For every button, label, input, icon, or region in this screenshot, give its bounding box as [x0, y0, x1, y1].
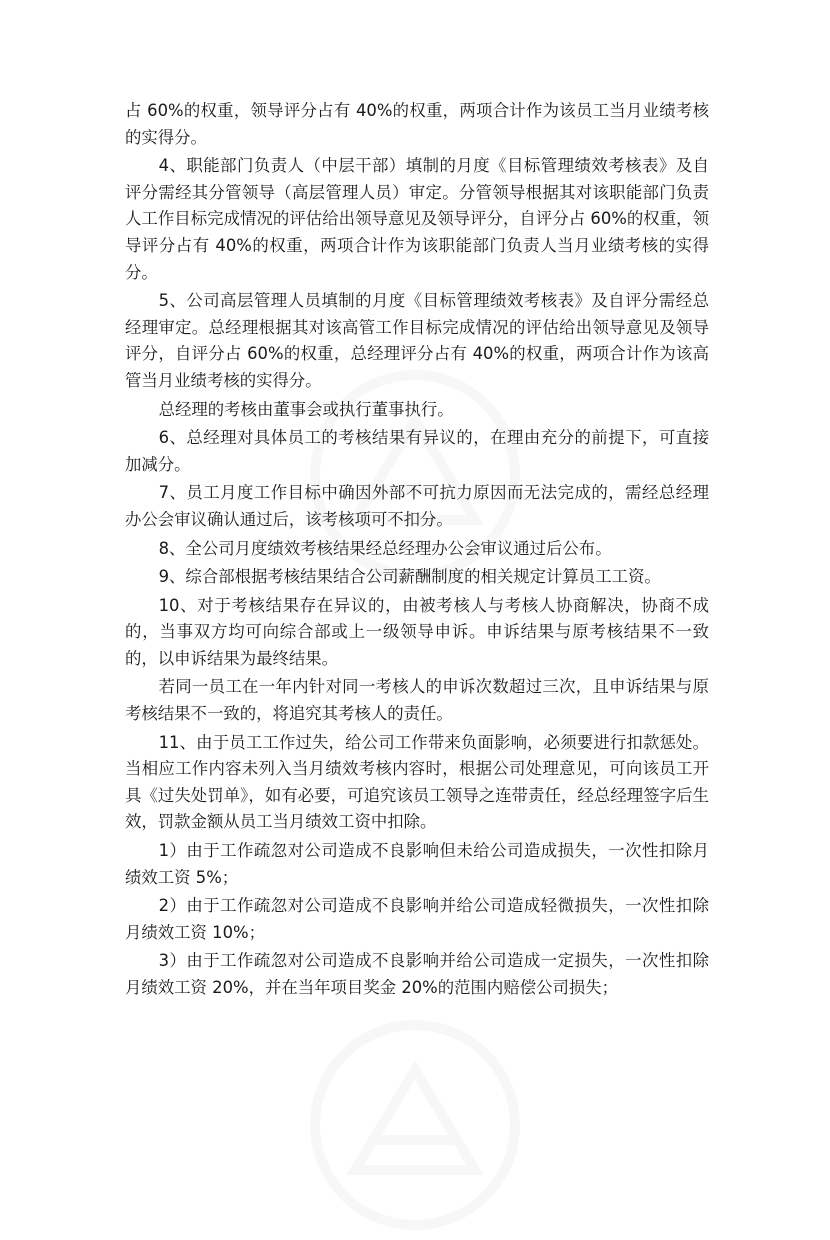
- paragraph-item-8: 8、全公司月度绩效考核结果经总经理办公会审议通过后公布。: [158, 538, 612, 558]
- paragraph-subitem-1: 1）由于工作疏忽对公司造成不良影响但未给公司造成损失，一次性扣除月绩效工资 5%；: [125, 841, 709, 887]
- paragraph-item-4: 4、职能部门负责人（中层干部）填制的月度《目标管理绩效考核表》及自评分需经其分管领导（高层管理人员）审定。分管领导根据其对该职能部门负责人工作目标完成情况的评估给出领导意见及领导评分，自评分占 60%的权重，领导评分占有 40%的权重，两项合计作为该职能部门负责人当月业绩考核的实得分。: [125, 156, 709, 282]
- paragraph-item-10: 10、对于考核结果存在异议的，由被考核人与考核人协商解决，协商不成的，当事双方均可向综合部或上一级领导申诉。申诉结果与原考核结果不一致的，以申诉结果为最终结果。: [125, 595, 709, 668]
- paragraph-continuation: 占 60%的权重，领导评分占有 40%的权重，两项合计作为该员工当月业绩考核的实得分。: [125, 101, 709, 147]
- paragraph-note-appeal: 若同一员工在一年内针对同一考核人的申诉次数超过三次，且申诉结果与原考核结果不一致的，将追究其考核人的责任。: [125, 677, 709, 724]
- paragraph-subitem-3: 3）由于工作疏忽对公司造成不良影响并给公司造成一定损失，一次性扣除月绩效工资 20%，并在当年项目奖金 20%的范围内赔偿公司损失；: [125, 951, 709, 997]
- document-body: [125, 98, 709, 1002]
- paragraph-note-gm: 总经理的考核由董事会或执行董事执行。: [158, 399, 454, 419]
- paragraph-item-11: 11、由于员工工作过失，给公司工作带来负面影响，必须要进行扣款惩处。当相应工作内容未列入当月绩效考核内容时，根据公司处理意见，可向该员工开具《过失处罚单》，如有必要，可追究该员工领导之连带责任，经总经理签字后生效，罚款金额从员工当月绩效工资中扣除。: [125, 732, 709, 832]
- paragraph-item-5: 5、公司高层管理人员填制的月度《目标管理绩效考核表》及自评分需经总经理审定。总经理根据其对该高管工作目标完成情况的评估给出领导意见及领导评分，自评分占 60%的权重，总经理评分占有 40%的权重，两项合计作为该高管当月业绩考核的实得分。: [125, 291, 709, 390]
- paragraph-item-9: 9、综合部根据考核结果结合公司薪酬制度的相关规定计算员工工资。: [158, 567, 661, 587]
- paragraph-item-7: 7、员工月度工作目标中确因外部不可抗力原因而无法完成的，需经总经理办公会审议确认通过后，该考核项可不扣分。: [125, 483, 709, 529]
- paragraph-subitem-2: 2）由于工作疏忽对公司造成不良影响并给公司造成轻微损失，一次性扣除月绩效工资 10%；: [125, 896, 709, 942]
- watermark-logo-icon: [300, 1010, 530, 1240]
- paragraph-item-6: 6、总经理对具体员工的考核结果有异议的，在理由充分的前提下，可直接加减分。: [125, 428, 709, 474]
